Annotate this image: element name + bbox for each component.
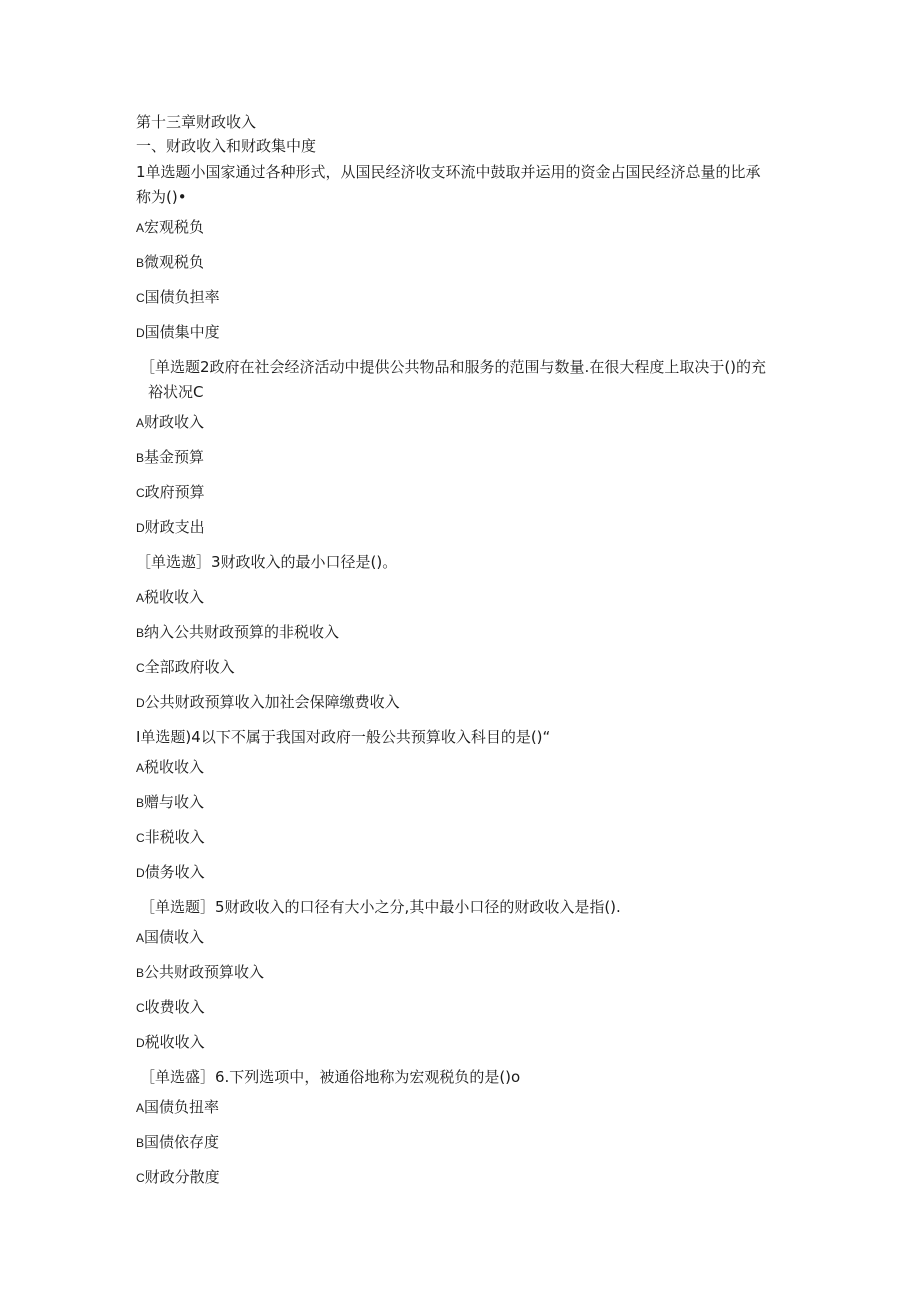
option-letter: C <box>136 661 145 675</box>
option-text: 财政分散度 <box>144 1168 220 1186</box>
option-text: 财政收入 <box>144 413 205 431</box>
question-2-option-d <box>136 516 205 539</box>
section-title: 一、财政收入和财政集中度 <box>136 137 317 155</box>
option-text: 税收收入 <box>144 588 205 606</box>
question-5-option-a <box>136 926 204 949</box>
option-text: 非税收入 <box>144 828 205 846</box>
option-text: 微观税负 <box>144 253 205 271</box>
option-letter: A <box>136 416 145 430</box>
option-letter: D <box>136 696 145 710</box>
question-6-option-c <box>136 1166 220 1189</box>
question-2-option-b <box>136 446 204 469</box>
question-1-option-b <box>136 251 204 274</box>
question-3-option-b <box>136 621 339 644</box>
option-letter: A <box>136 1101 145 1115</box>
option-text: 赠与收入 <box>144 793 205 811</box>
chapter-title: 第十三章财政收入 <box>136 113 257 131</box>
option-letter: A <box>136 221 145 235</box>
question-4-option-a <box>136 756 204 779</box>
option-letter: B <box>136 626 145 640</box>
option-text: 基金预算 <box>144 448 205 466</box>
option-letter: A <box>136 591 145 605</box>
option-text: 纳入公共财政预算的非税收入 <box>144 623 340 641</box>
question-1-stem-line-1: 1单选题小国家通过各种形式，从国民经济收支环流中鼓取并运用的资金占国民经济总量的比承 <box>136 163 761 181</box>
option-text: 公共财政预算收入 <box>144 963 265 981</box>
option-text: 财政支出 <box>144 518 205 536</box>
option-text: 税收收入 <box>144 1033 205 1051</box>
option-letter: B <box>136 451 145 465</box>
question-2-option-c <box>136 481 205 504</box>
option-text: 国债依存度 <box>144 1133 220 1151</box>
option-text: 全部政府收入 <box>144 658 235 676</box>
question-4-option-c <box>136 826 205 849</box>
option-text: 国债收入 <box>144 928 205 946</box>
option-letter: D <box>136 326 145 340</box>
question-2-stem-line-2: 裕状况C <box>148 383 204 401</box>
option-letter: D <box>136 866 145 880</box>
question-1-stem-line-2: 称为()• <box>136 188 187 206</box>
question-1-option-d <box>136 321 220 344</box>
option-letter: B <box>136 1136 145 1150</box>
option-letter: C <box>136 1171 145 1185</box>
option-letter: C <box>136 486 145 500</box>
question-6-option-a <box>136 1096 219 1119</box>
option-text: 国债负担率 <box>144 288 220 306</box>
option-text: 宏观税负 <box>144 218 205 236</box>
option-letter: D <box>136 1036 145 1050</box>
question-5-option-c <box>136 996 205 1019</box>
question-1-option-a <box>136 216 204 239</box>
question-2-option-a <box>136 411 204 434</box>
question-4-option-d <box>136 861 205 884</box>
option-text: 收费收入 <box>144 998 205 1016</box>
option-text: 债务收入 <box>144 863 205 881</box>
question-3-option-a <box>136 586 204 609</box>
option-letter: B <box>136 256 145 270</box>
option-letter: C <box>136 291 145 305</box>
question-5-option-d <box>136 1031 205 1054</box>
question-4-stem-line-1: I单选题)4以下不属于我国对政府一般公共预算收入科目的是()“ <box>136 728 551 746</box>
option-letter: D <box>136 521 145 535</box>
option-letter: C <box>136 1001 145 1015</box>
option-text: 公共财政预算收入加社会保障缴费收入 <box>144 693 400 711</box>
option-letter: B <box>136 796 145 810</box>
option-letter: B <box>136 966 145 980</box>
question-4-option-b <box>136 791 204 814</box>
question-5-stem-line-1: ［单选题］5财政收入的口径有大小之分,其中最小口径的财政收入是指(). <box>140 898 621 916</box>
option-letter: A <box>136 761 145 775</box>
question-6-stem-line-1: ［单选盛］6.下列选项中，被通俗地称为宏观税负的是()o <box>140 1068 521 1086</box>
option-text: 国债集中度 <box>144 323 220 341</box>
question-1-option-c <box>136 286 220 309</box>
question-3-stem-line-1: ［单选遨］3财政收入的最小口径是()。 <box>136 553 398 571</box>
option-text: 税收收入 <box>144 758 205 776</box>
option-text: 政府预算 <box>144 483 205 501</box>
question-2-stem-line-1: ［单选题2政府在社会经济活动中提供公共物品和服务的范围与数量.在很大程度上取决于()的充 <box>140 358 767 376</box>
question-5-option-b <box>136 961 264 984</box>
option-text: 国债负扭率 <box>144 1098 220 1116</box>
question-3-option-c <box>136 656 235 679</box>
option-letter: C <box>136 831 145 845</box>
question-3-option-d <box>136 691 400 714</box>
question-6-option-b <box>136 1131 219 1154</box>
option-letter: A <box>136 931 145 945</box>
